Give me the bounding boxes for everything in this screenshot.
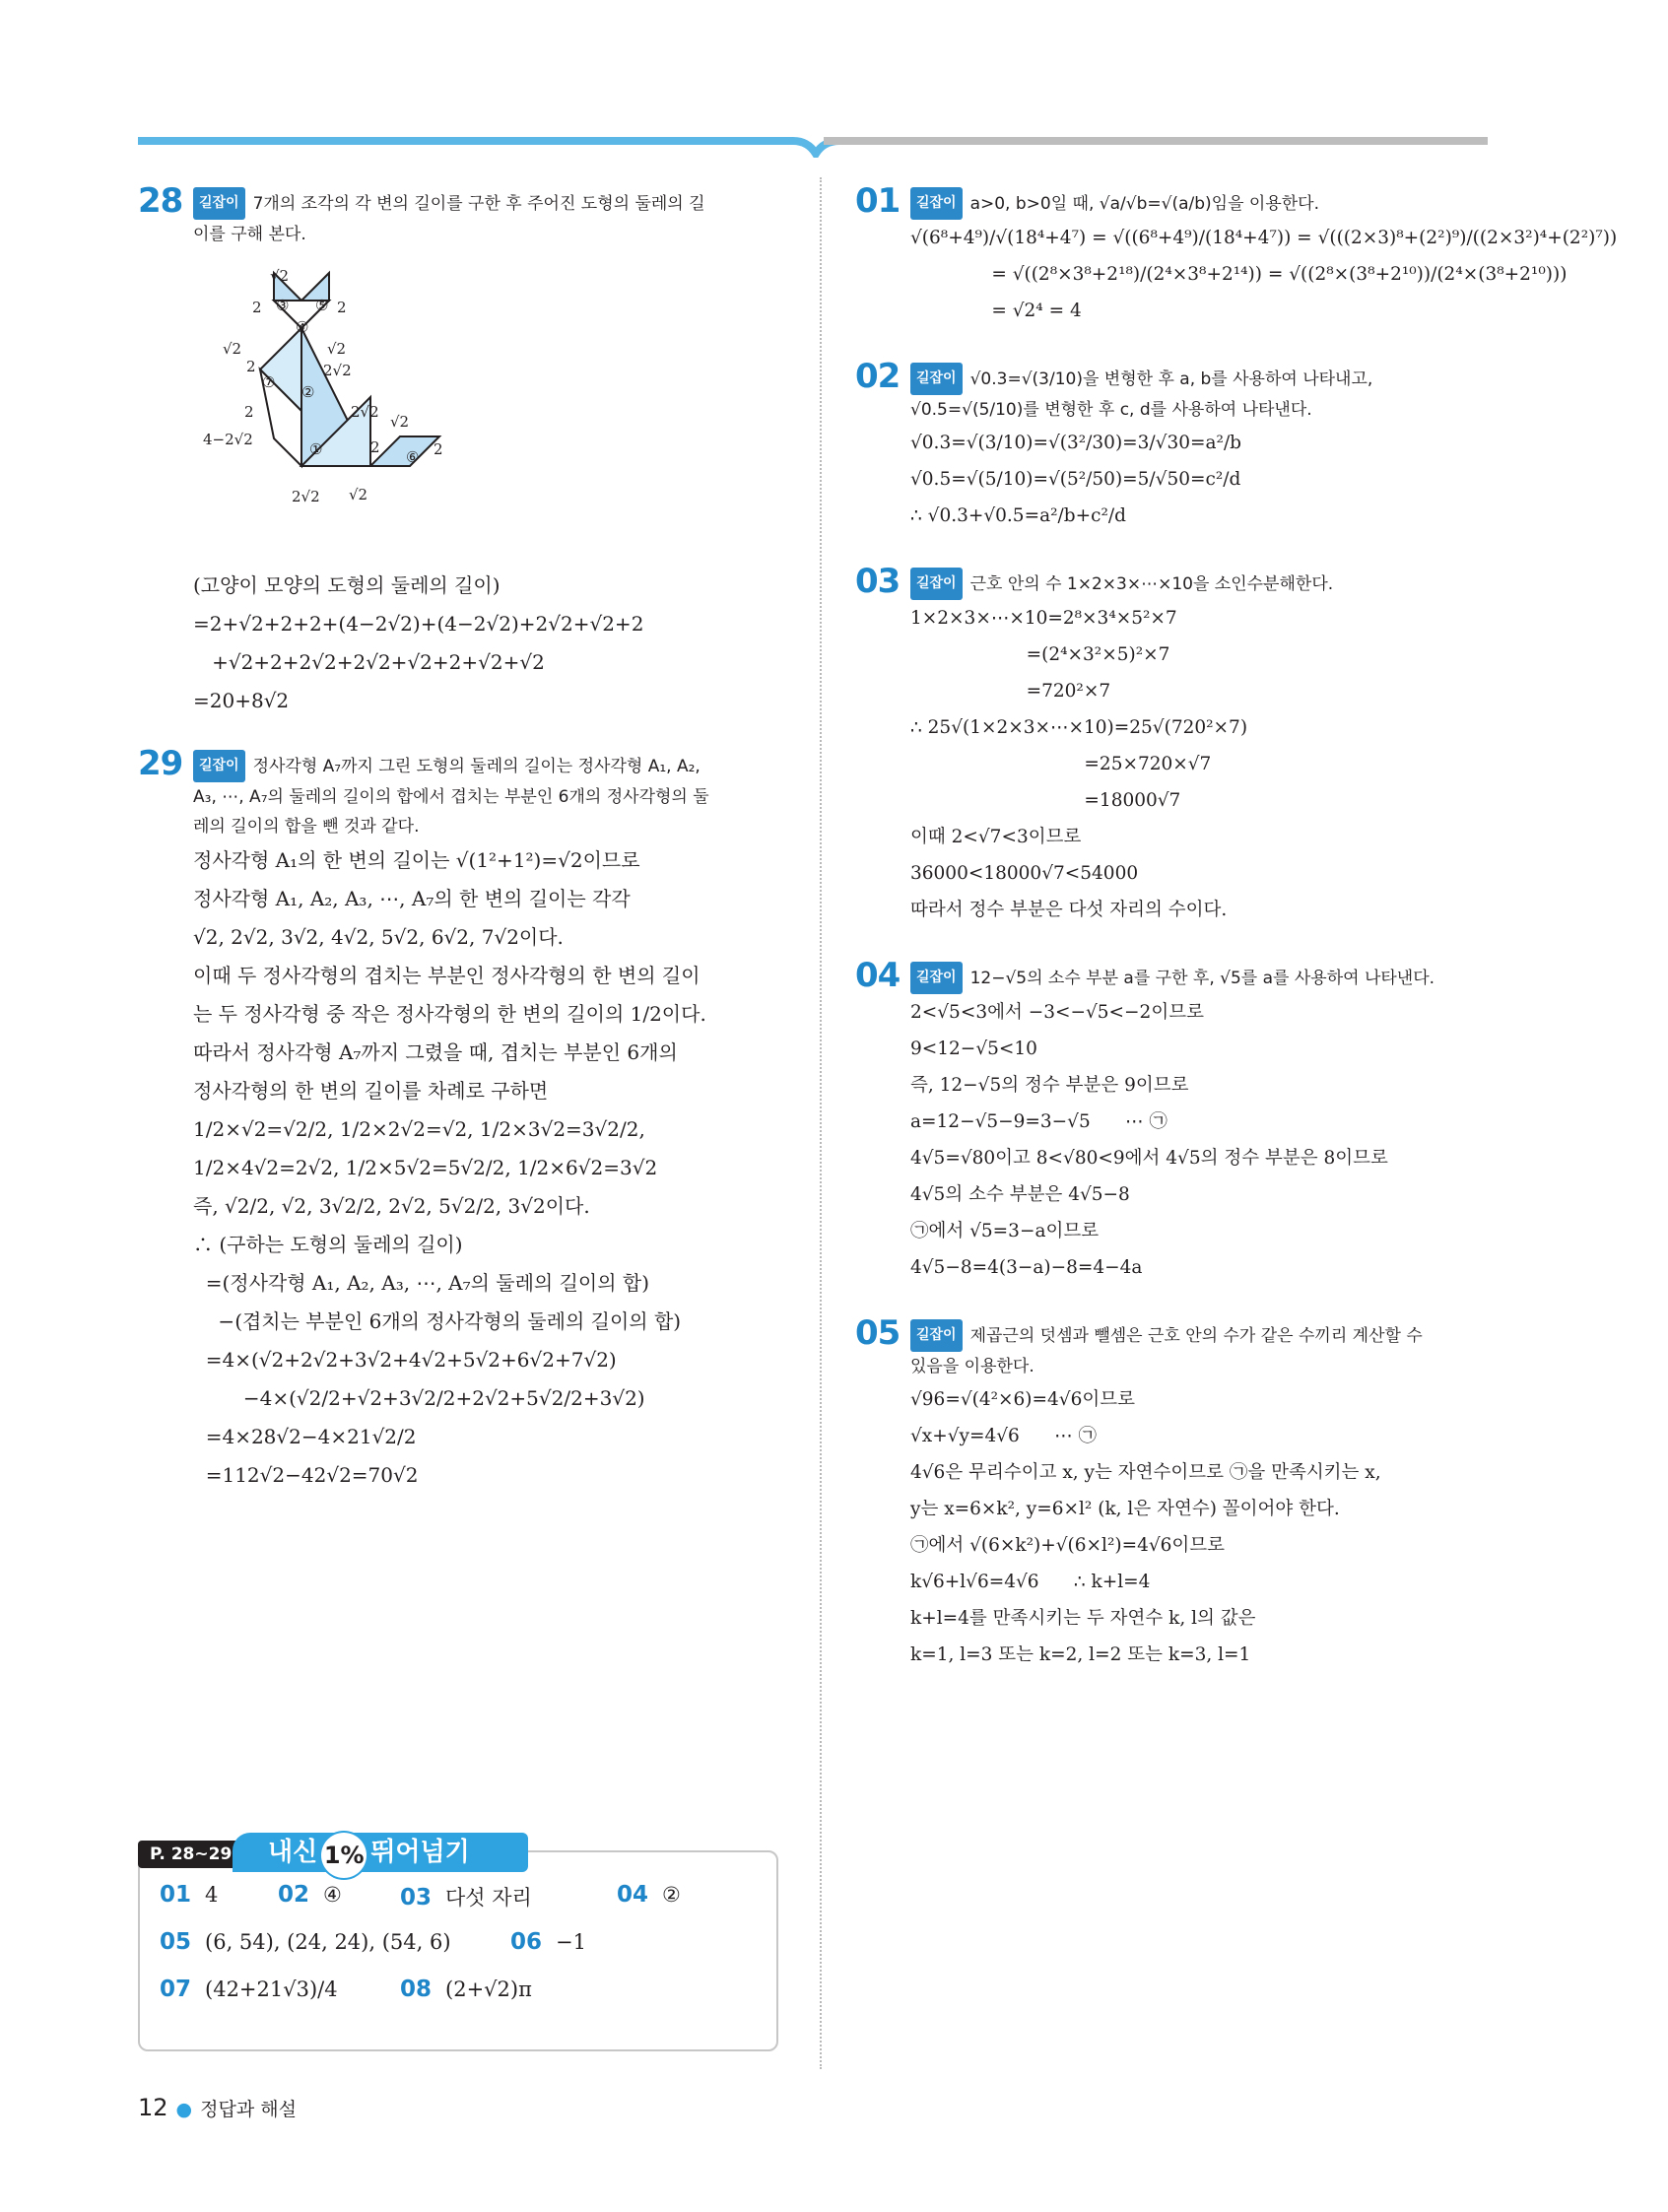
answer-item (400, 1977, 532, 2002)
answer-number: 05 (160, 1929, 192, 1955)
problem-number: 03 (855, 562, 901, 601)
solution-line: 따라서 정사각형 A₇까지 그렸을 때, 겹치는 부분인 6개의 (193, 1040, 678, 1064)
problem-number: 02 (855, 357, 901, 396)
hint-text: 7개의 조각의 각 변의 길이를 구한 후 주어진 도형의 둘레의 길 (252, 194, 705, 214)
hint-line (910, 363, 1505, 395)
solution-line: ∴ (구하는 도형의 둘레의 길이) (193, 1233, 463, 1256)
answer-value: (42+21√3)/4 (205, 1977, 338, 2001)
hint-badge: 길잡이 (193, 750, 245, 782)
solution-line: = √2⁴ = 4 (910, 301, 1082, 321)
diagram-label: ① (309, 440, 323, 458)
problem-number: 04 (855, 956, 901, 995)
solution-line: 1/2×4√2=2√2, 1/2×5√2=5√2/2, 1/2×6√2=3√2 (193, 1156, 658, 1179)
answer-value: −1 (556, 1930, 586, 1954)
problem-number: 28 (138, 181, 183, 221)
diagram-label: ⑥ (406, 448, 420, 466)
problem-29 (138, 744, 788, 1495)
diagram-label: √2 (223, 340, 242, 358)
solution-line: a=12−√5−9=3−√5 ⋯ ㉠ (910, 1111, 1168, 1132)
diagram-label: ② (301, 383, 315, 401)
problem-number: 01 (855, 181, 901, 221)
footer-title: 정답과 해설 (200, 2099, 297, 2120)
hint-badge: 길잡이 (193, 187, 245, 220)
banner-text-b: 뛰어넘기 (370, 1838, 470, 1867)
answer-value: ④ (323, 1883, 342, 1907)
answer-number: 01 (160, 1882, 192, 1908)
problem-03 (855, 562, 1505, 928)
solution-line: 1/2×√2=√2/2, 1/2×2√2=√2, 1/2×3√2=3√2/2, (193, 1117, 645, 1141)
answer-item (278, 1882, 342, 1908)
hint-badge: 길잡이 (910, 187, 963, 220)
solution-line: ㉠에서 √(6×k²)+√(6×l²)=4√6이므로 (910, 1535, 1226, 1556)
solution-line: 4√5의 소수 부분은 4√5−8 (910, 1184, 1130, 1205)
answer-number: 04 (617, 1882, 649, 1908)
solution-line: √2, 2√2, 3√2, 4√2, 5√2, 6√2, 7√2이다. (193, 925, 564, 949)
diagram-label: ⑤ (315, 297, 329, 314)
answer-number: 07 (160, 1977, 192, 2002)
page-range-tag: P. 28~29 (138, 1841, 243, 1868)
hint-line (193, 750, 788, 782)
hint-line (193, 187, 788, 220)
problem-01 (855, 181, 1618, 329)
diagram-label: 2 (244, 403, 254, 421)
solution-line: ∴ 25√(1×2×3×⋯×10)=25√(720²×7) (910, 717, 1248, 738)
answer-value: 다섯 자리 (445, 1886, 532, 1910)
diagram-label: 2√2 (292, 488, 320, 505)
answer-value: ② (662, 1883, 681, 1907)
problem-02 (855, 357, 1505, 534)
diagram-label: 2 (246, 358, 256, 375)
diagram-label: 2 (370, 438, 380, 456)
answer-number: 03 (400, 1885, 433, 1910)
solution-line: =(2⁴×3²×5)²×7 (910, 644, 1170, 665)
solution-line: 2<√5<3에서 −3<−√5<−2이므로 (910, 1002, 1204, 1023)
solution-line: k=1, l=3 또는 k=2, l=2 또는 k=3, l=1 (910, 1644, 1251, 1665)
answer-value: 4 (205, 1883, 219, 1907)
hint-text-2: A₃, ⋯, A₇의 둘레의 길이의 합에서 겹치는 부분인 6개의 정사각형의 둘 (193, 787, 709, 807)
column-divider (820, 177, 822, 2069)
hint-text-3: 레의 길이의 합을 뺀 것과 같다. (193, 817, 420, 837)
answer-item (160, 1882, 218, 1908)
diagram-label: √2 (327, 340, 347, 358)
diagram-label: √2 (270, 267, 290, 285)
page-footer (138, 2094, 297, 2121)
answer-item (400, 1882, 532, 1911)
solution-line: = √((2⁸×3⁸+2¹⁸)/(2⁴×3⁸+2¹⁴)) = √((2⁸×(3⁸+2¹⁰))/(2⁴×(3⁸+2¹⁰))) (910, 264, 1568, 285)
solution-line: 따라서 정수 부분은 다섯 자리의 수이다. (910, 900, 1228, 920)
hint-text-2: 이를 구해 본다. (193, 225, 306, 244)
solution-line: ㉠에서 √5=3−a이므로 (910, 1221, 1100, 1241)
answer-item (617, 1882, 681, 1908)
answer-item (510, 1929, 586, 1955)
solution-line: k√6+l√6=4√6 ∴ k+l=4 (910, 1572, 1151, 1592)
solution-line: √x+√y=4√6 ⋯ ㉠ (910, 1426, 1097, 1446)
diagram-label: 2√2 (351, 403, 379, 421)
problem-number: 29 (138, 744, 183, 783)
solution-line: √(6⁸+4⁹)/√(18⁴+4⁷) = √((6⁸+4⁹)/(18⁴+4⁷)) = √(((2×3)⁸+(2²)⁹)/((2×3²)⁴+(2²)⁷)) (910, 228, 1618, 248)
solution-line: √96=√(4²×6)=4√6이므로 (910, 1389, 1135, 1410)
diagram-label: 2 (434, 440, 443, 458)
solution-line: −4×(√2/2+√2+3√2/2+2√2+5√2/2+3√2) (193, 1386, 645, 1410)
left-column (138, 181, 788, 1524)
problem-05 (855, 1313, 1505, 1673)
solution-line: 9<12−√5<10 (910, 1039, 1037, 1059)
hint-text: 제곱근의 덧셈과 뺄셈은 근호 안의 수가 같은 수끼리 계산할 수 (969, 1326, 1423, 1346)
answer-item (160, 1977, 338, 2002)
page-number: 12 (138, 2094, 168, 2121)
solution-line: 는 두 정사각형 중 작은 정사각형의 한 변의 길이의 1/2이다. (193, 1002, 706, 1026)
answer-number: 06 (510, 1929, 543, 1955)
solution-line: 정사각형 A₁의 한 변의 길이는 √(1²+1²)=√2이므로 (193, 848, 640, 872)
hint-line (910, 1319, 1505, 1352)
hint-text: 근호 안의 수 1×2×3×⋯×10을 소인수분해한다. (969, 574, 1334, 594)
top-rule (138, 136, 1488, 158)
solution-line: 1×2×3×⋯×10=2⁸×3⁴×5²×7 (910, 608, 1177, 629)
solution-line: =20+8√2 (193, 689, 290, 712)
diagram-label: 4−2√2 (203, 431, 253, 448)
answer-item (160, 1929, 451, 1955)
percent-badge: 1% (321, 1833, 367, 1878)
answer-value: (6, 54), (24, 24), (54, 6) (205, 1930, 451, 1954)
solution-line: √0.3=√(3/10)=√(3²/30)=3/√30=a²/b (910, 433, 1242, 453)
solution-line: +√2+2+2√2+2√2+√2+2+√2+√2 (193, 650, 545, 674)
diagram-label: √2 (349, 486, 368, 503)
hint-text: a>0, b>0일 때, √a/√b=√(a/b)임을 이용한다. (969, 194, 1319, 214)
hint-line (910, 568, 1505, 600)
solution-line: 4√6은 무리수이고 x, y는 자연수이므로 ㉠을 만족시키는 x, (910, 1462, 1381, 1483)
hint-badge: 길잡이 (910, 962, 963, 994)
hint-text-2: √0.5=√(5/10)를 변형한 후 c, d를 사용하여 나타낸다. (910, 400, 1312, 420)
problem-04 (855, 956, 1505, 1286)
diagram-label: √2 (390, 413, 410, 431)
solution-line: =2+√2+2+2+(4−2√2)+(4−2√2)+2√2+√2+2 (193, 612, 644, 636)
solution-line: =18000√7 (910, 790, 1181, 811)
solution-line: =112√2−42√2=70√2 (193, 1463, 419, 1487)
hint-text: 12−√5의 소수 부분 a를 구한 후, √5를 a를 사용하여 나타낸다. (969, 969, 1435, 988)
solution-line: =4×(√2+2√2+3√2+4√2+5√2+6√2+7√2) (193, 1348, 617, 1372)
diagram-label: ⑦ (262, 373, 276, 391)
problem-28 (138, 181, 788, 720)
solution-line: ∴ √0.3+√0.5=a²/b+c²/d (910, 505, 1126, 526)
solution-line: k+l=4를 만족시키는 두 자연수 k, l의 값은 (910, 1608, 1256, 1629)
solution-line: √0.5=√(5/10)=√(5²/50)=5/√50=c²/d (910, 469, 1241, 490)
diagram-label: 2√2 (323, 362, 352, 379)
solution-line: 이때 2<√7<3이므로 (910, 827, 1082, 847)
solution-line: 36000<18000√7<54000 (910, 863, 1139, 884)
diagram-label: 2 (252, 299, 262, 316)
solution-line: 4√5−8=4(3−a)−8=4−4a (910, 1257, 1143, 1278)
hint-text: 정사각형 A₇까지 그린 도형의 둘레의 길이는 정사각형 A₁, A₂, (252, 757, 701, 776)
solution-line: 즉, 12−√5의 정수 부분은 9이므로 (910, 1075, 1189, 1096)
hint-text: √0.3=√(3/10)을 변형한 후 a, b를 사용하여 나타내고, (969, 369, 1373, 389)
diagram-label: ④ (296, 318, 309, 336)
solution-line: 정사각형 A₁, A₂, A₃, ⋯, A₇의 한 변의 길이는 각각 (193, 887, 631, 910)
solution-line: 즉, √2/2, √2, 3√2/2, 2√2, 5√2/2, 3√2이다. (193, 1194, 590, 1218)
hint-badge: 길잡이 (910, 568, 963, 600)
hint-line (910, 962, 1505, 994)
hint-badge: 길잡이 (910, 1319, 963, 1352)
solution-line: =4×28√2−4×21√2/2 (193, 1425, 417, 1448)
hint-line (910, 187, 1505, 220)
problem-number: 05 (855, 1313, 901, 1353)
section-banner (233, 1833, 528, 1872)
diagram-label: 2 (337, 299, 347, 316)
bullet-icon: ● (175, 2099, 193, 2120)
solution-line: =(정사각형 A₁, A₂, A₃, ⋯, A₇의 둘레의 길이의 합) (193, 1271, 650, 1295)
hint-badge: 길잡이 (910, 363, 963, 395)
quick-answers-panel (138, 1850, 778, 2051)
solution-line: 4√5=√80이고 8<√80<9에서 4√5의 정수 부분은 8이므로 (910, 1148, 1388, 1169)
right-column (855, 181, 1618, 1703)
cat-tangram-diagram (203, 255, 459, 557)
solution-line: y는 x=6×k², y=6×l² (k, l은 자연수) 꼴이어야 한다. (910, 1499, 1340, 1519)
solution-line: (고양이 모양의 도형의 둘레의 길이) (193, 573, 500, 597)
solution-line: −(겹치는 부분인 6개의 정사각형의 둘레의 길이의 합) (193, 1309, 682, 1333)
solution-line: =720²×7 (910, 681, 1111, 702)
diagram-label: ③ (276, 297, 290, 314)
answer-number: 08 (400, 1977, 433, 2002)
answer-value: (2+√2)π (445, 1977, 532, 2001)
solution-line: =25×720×√7 (910, 754, 1212, 774)
hint-text-2: 있음을 이용한다. (910, 1357, 1034, 1376)
solution-line: 정사각형의 한 변의 길이를 차례로 구하면 (193, 1079, 549, 1103)
banner-text-a: 내신 (268, 1838, 318, 1867)
answer-number: 02 (278, 1882, 310, 1908)
solution-line: 이때 두 정사각형의 겹치는 부분인 정사각형의 한 변의 길이 (193, 964, 701, 987)
